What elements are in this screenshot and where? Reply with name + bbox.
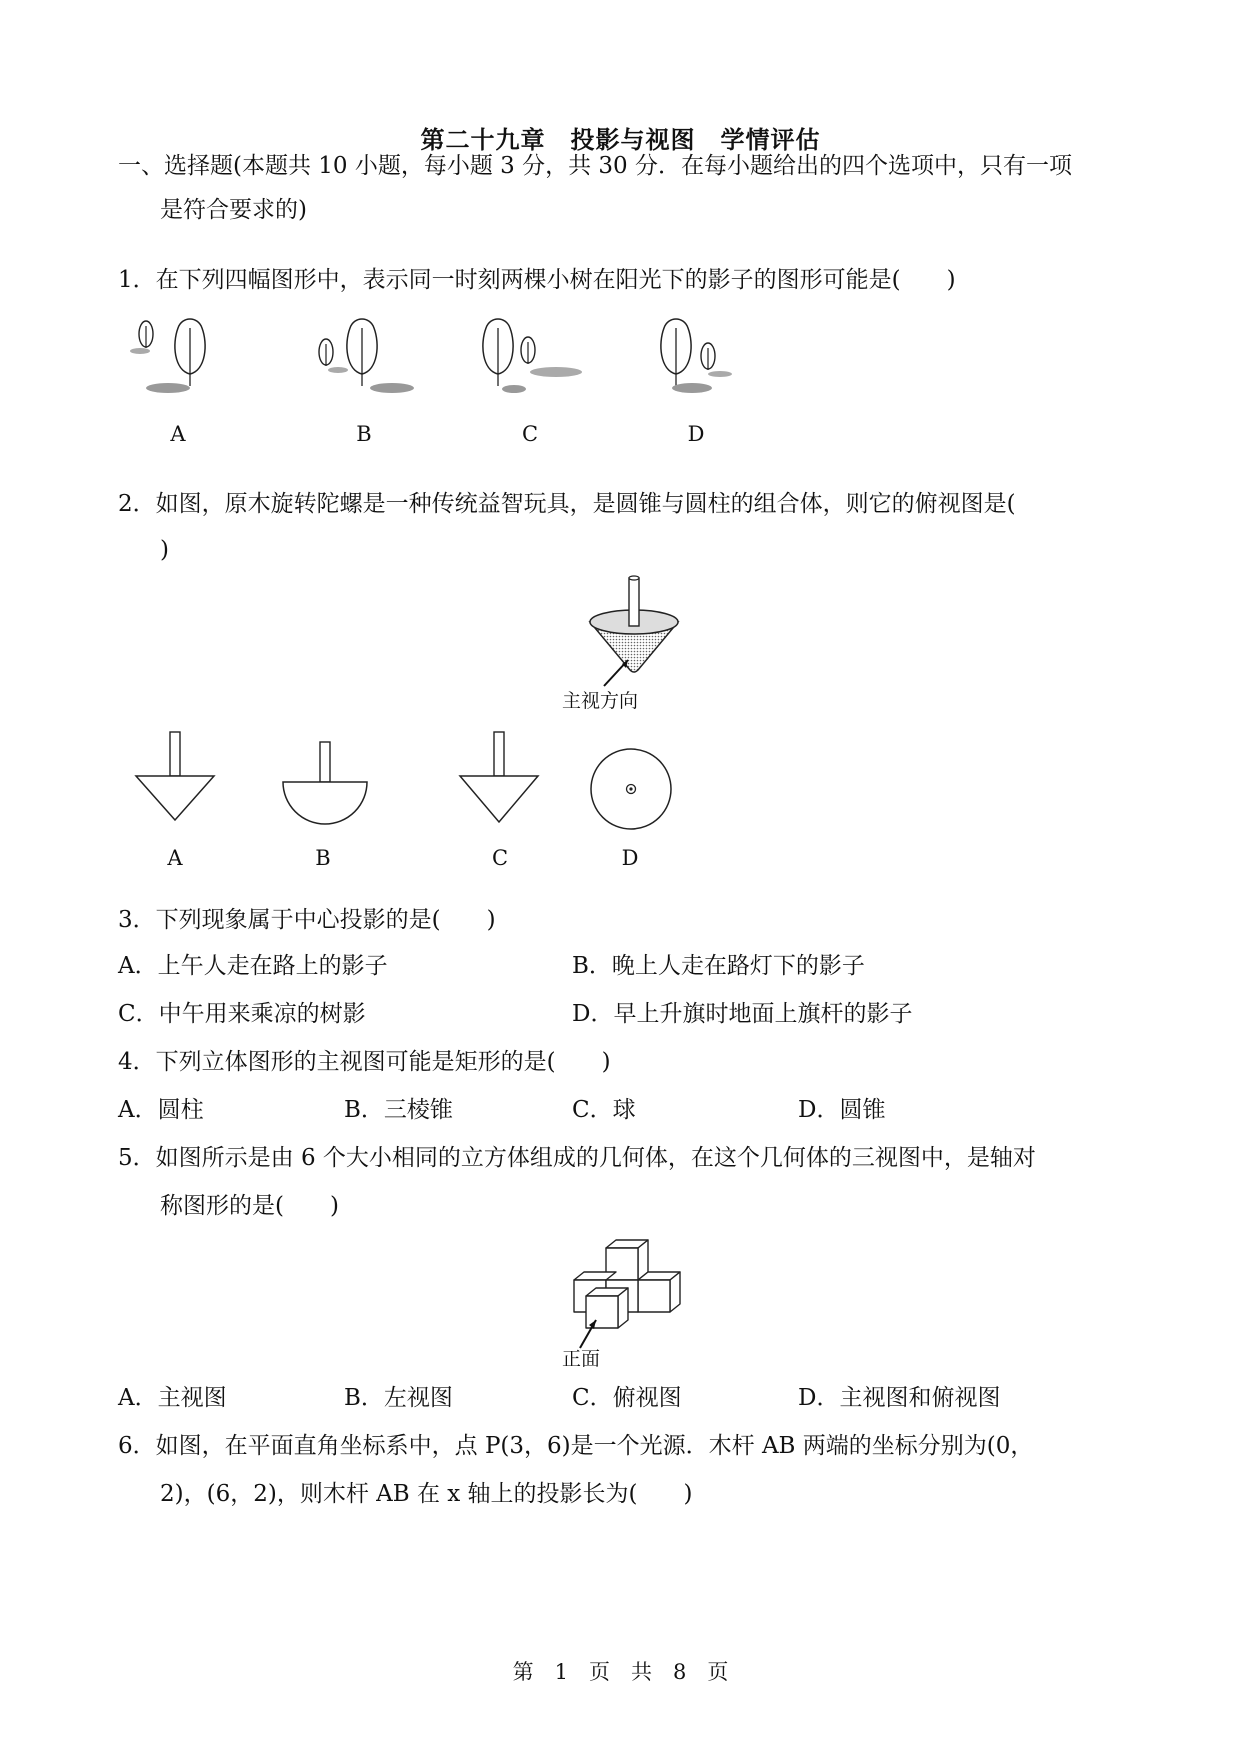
- question-6-text-line2: 2)，(6，2)，则木杆 AB 在 x 轴上的投影长为( ): [160, 1481, 693, 1507]
- q1-label-a: A: [170, 422, 186, 446]
- spinning-top-figure: [582, 578, 692, 688]
- question-4-text: 4．下列立体图形的主视图可能是矩形的是( ): [118, 1049, 611, 1075]
- question-2-text-line2: ): [160, 537, 169, 563]
- page-title: 第二十九章 投影与视图 学情评估: [420, 125, 821, 154]
- q2-label-a: A: [167, 846, 183, 870]
- page-footer: 第 1 页 共 8 页: [512, 1660, 729, 1684]
- question-5-text-line1: 5．如图所示是由 6 个大小相同的立方体组成的几何体，在这个几何体的三视图中，是轴对: [118, 1145, 1036, 1171]
- question-5-text-line2: 称图形的是( ): [160, 1193, 339, 1219]
- q1-label-b: B: [356, 422, 372, 446]
- question-1-text: 1．在下列四幅图形中，表示同一时刻两棵小树在阳光下的影子的图形可能是( ): [118, 267, 956, 293]
- q3-option-c: C．中午用来乘凉的树影: [118, 1001, 366, 1027]
- q1-option-a-figure: [128, 314, 238, 404]
- q4-option-b: B．三棱锥: [344, 1097, 453, 1123]
- q4-option-c: C．球: [572, 1097, 636, 1123]
- question-2-text-line1: 2．如图，原木旋转陀螺是一种传统益智玩具，是圆锥与圆柱的组合体，则它的俯视图是(: [118, 491, 1016, 517]
- q2-option-d-figure: [588, 748, 678, 838]
- q5-option-b: B．左视图: [344, 1385, 453, 1411]
- q2-label-c: C: [491, 846, 509, 870]
- q2-label-d: D: [621, 846, 639, 870]
- question-3-text: 3．下列现象属于中心投影的是( ): [118, 907, 496, 933]
- q3-option-d: D．早上升旗时地面上旗杆的影子: [572, 1001, 913, 1027]
- q1-label-d: D: [687, 422, 705, 446]
- q2-label-b: B: [315, 846, 331, 870]
- question-6-text-line1: 6．如图，在平面直角坐标系中，点 P(3，6)是一个光源．木杆 AB 两端的坐标分别为(0，: [118, 1433, 1034, 1459]
- q5-option-d: D．主视图和俯视图: [798, 1385, 1001, 1411]
- cube-solid-figure: [572, 1236, 692, 1356]
- q3-option-a: A．上午人走在路上的影子: [118, 953, 388, 979]
- q2-option-b-figure: [280, 742, 370, 842]
- q1-label-c: C: [521, 422, 539, 446]
- q5-option-c: C．俯视图: [572, 1385, 682, 1411]
- section-heading-line2: 是符合要求的): [160, 197, 307, 223]
- q1-option-b-figure: [308, 314, 418, 404]
- section-heading-line1: 一、选择题(本题共 10 小题，每小题 3 分，共 30 分．在每小题给出的四个选项中，只有一项: [118, 153, 1073, 179]
- q1-option-d-figure: [646, 314, 756, 404]
- figure-caption-main-view-direction: 主视方向: [562, 690, 639, 712]
- figure-caption-front: 正面: [562, 1348, 601, 1370]
- q2-option-a-figure: [134, 732, 218, 832]
- q3-option-b: B．晚上人走在路灯下的影子: [572, 953, 865, 979]
- q5-option-a: A．主视图: [118, 1385, 227, 1411]
- q2-option-c-figure: [458, 732, 542, 832]
- q4-option-a: A．圆柱: [118, 1097, 204, 1123]
- q1-option-c-figure: [474, 314, 594, 404]
- q4-option-d: D．圆锥: [798, 1097, 886, 1123]
